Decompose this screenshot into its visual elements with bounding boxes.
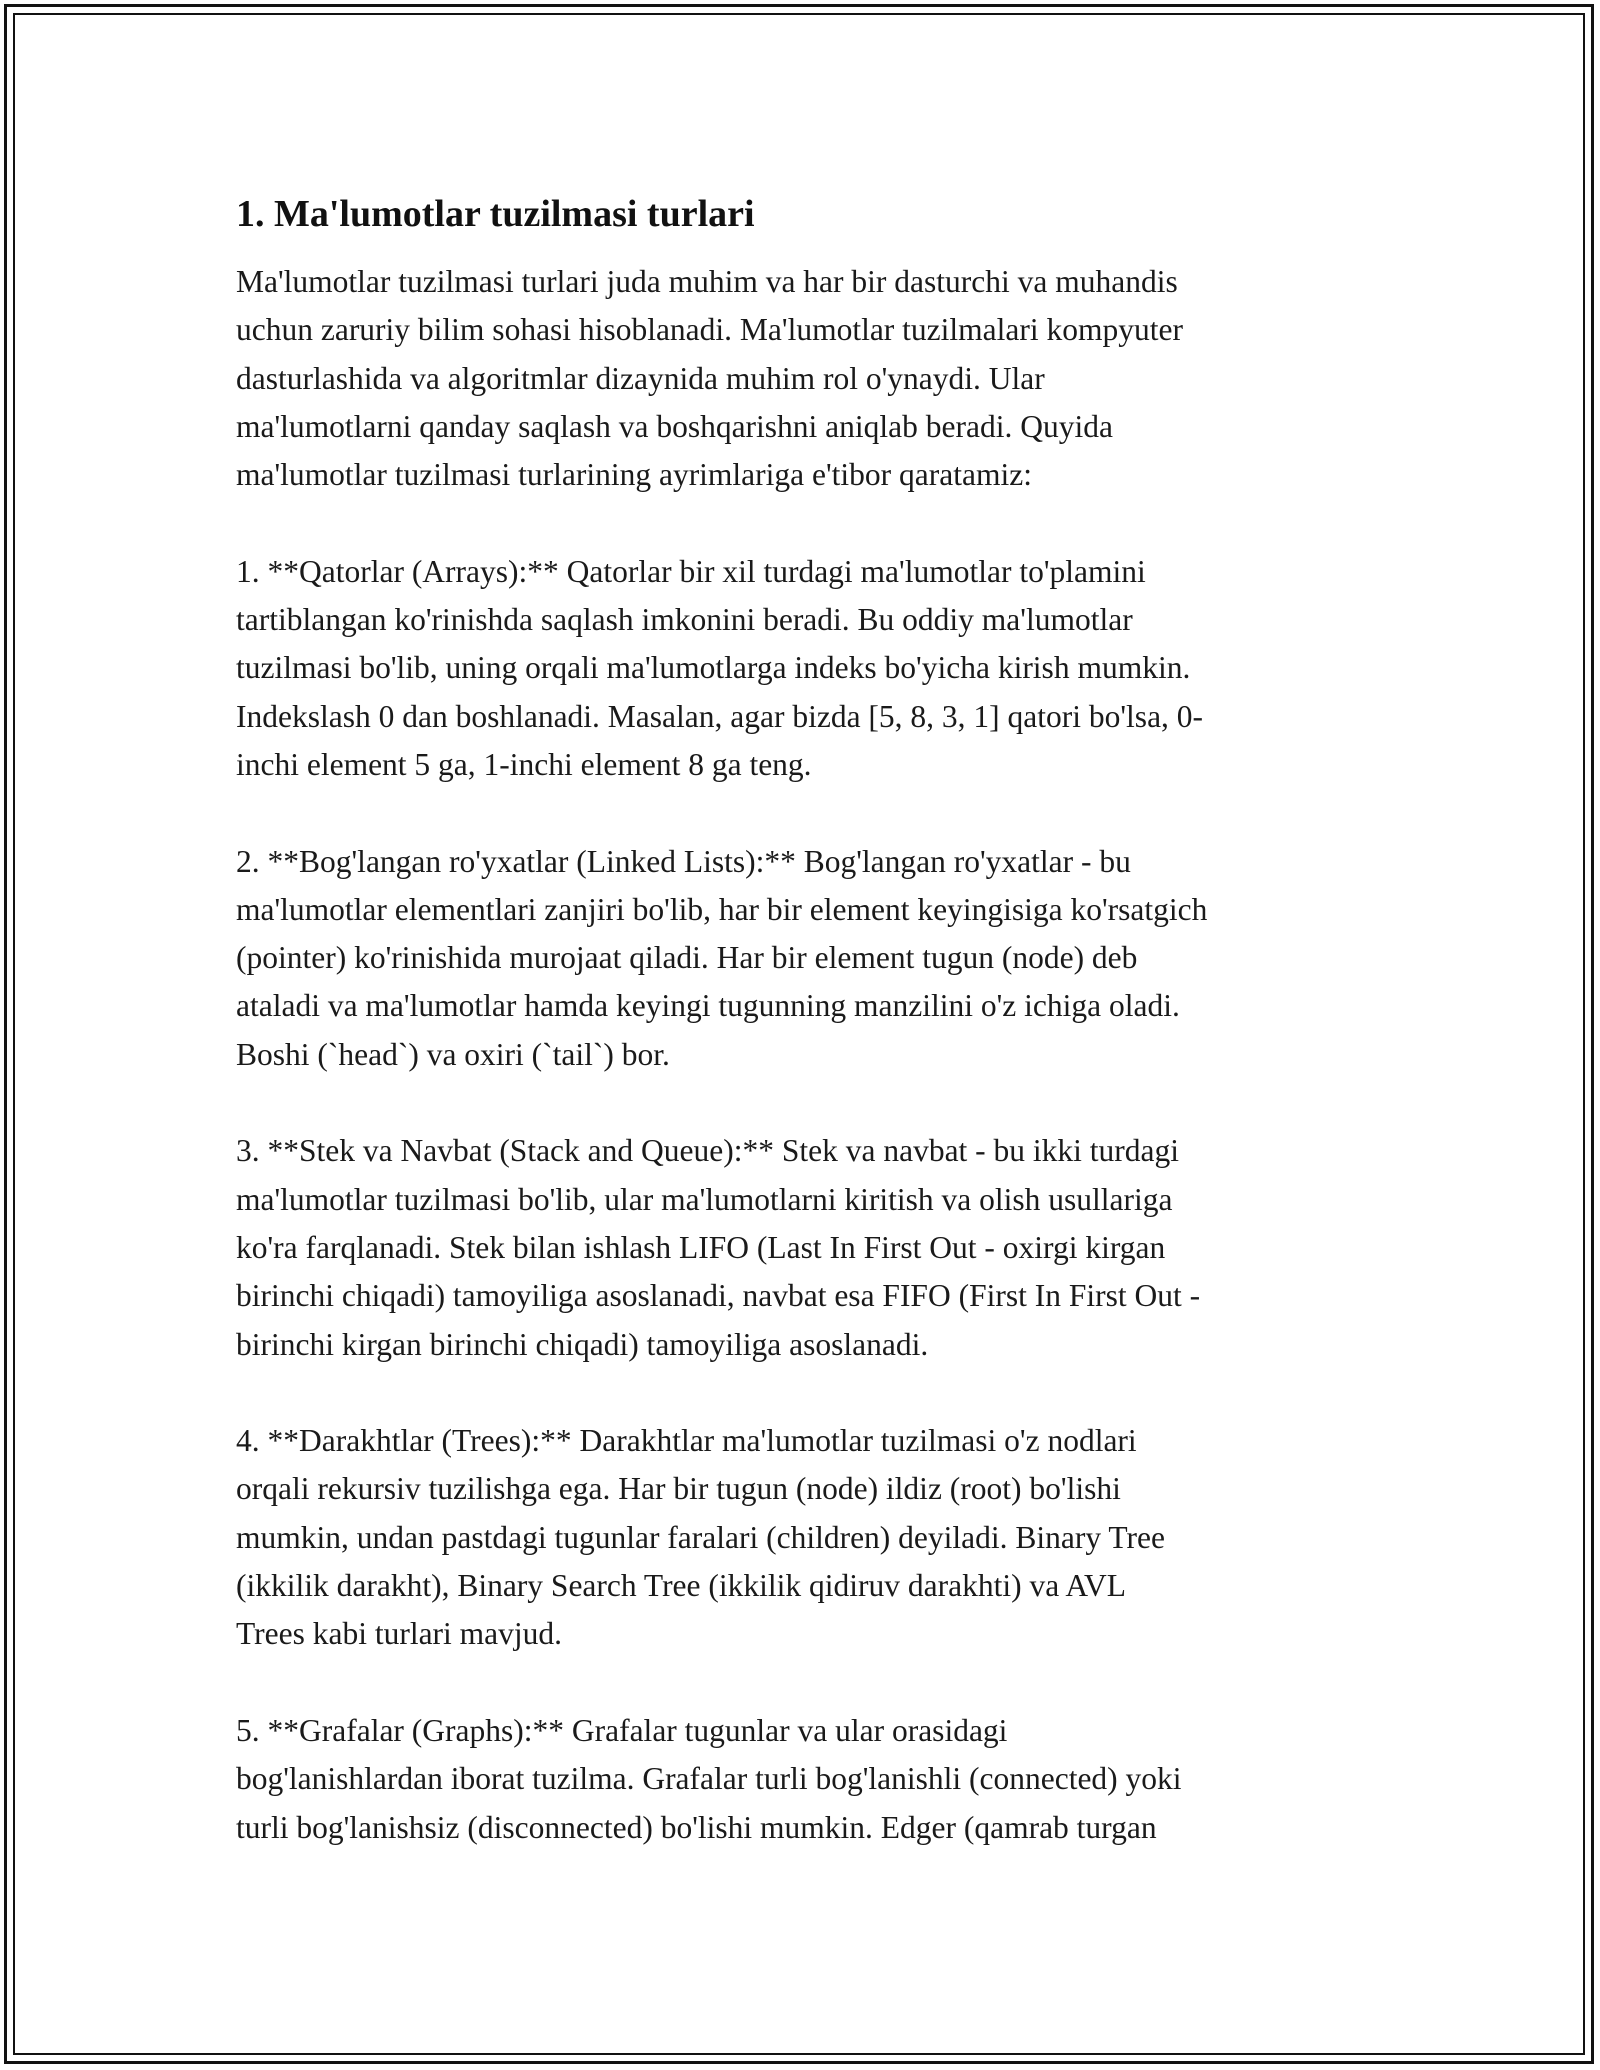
paragraph-graphs xyxy=(236,1707,1376,1852)
text-line: 5. **Grafalar (Graphs):** Grafalar tugunlar va ular orasidagi xyxy=(236,1712,1008,1748)
text-line: bog'lanishlardan iborat tuzilma. Grafalar turli bog'lanishli (connected) yoki xyxy=(236,1761,1182,1797)
text-line: tuzilmasi bo'lib, uning orqali ma'lumotlarga indeks bo'yicha kirish mumkin. xyxy=(236,650,1191,686)
text-line: inchi element 5 ga, 1-inchi element 8 ga teng. xyxy=(236,746,812,782)
document-body xyxy=(236,188,1376,1900)
text-line: ataladi va ma'lumotlar hamda keyingi tugunning manzilini o'z ichiga oladi. xyxy=(236,988,1180,1024)
text-line: ko'ra farqlanadi. Stek bilan ishlash LIFO (Last In First Out - oxirgi kirgan xyxy=(236,1229,1166,1265)
paragraph-stack-queue xyxy=(236,1127,1376,1368)
text-line: Boshi (`head`) va oxiri (`tail`) bor. xyxy=(236,1036,670,1072)
text-line: orqali rekursiv tuzilishga ega. Har bir tugun (node) ildiz (root) bo'lishi xyxy=(236,1471,1121,1507)
text-line: Indekslash 0 dan boshlanadi. Masalan, agar bizda [5, 8, 3, 1] qatori bo'lsa, 0- xyxy=(236,698,1204,734)
text-line: tartiblangan ko'rinishda saqlash imkonini beradi. Bu oddiy ma'lumotlar xyxy=(236,602,1133,638)
text-line: dasturlashida va algoritmlar dizaynida muhim rol o'ynaydi. Ular xyxy=(236,360,1045,396)
paragraph-arrays xyxy=(236,548,1376,789)
text-line: (ikkilik darakht), Binary Search Tree (ikkilik qidiruv darakhti) va AVL xyxy=(236,1568,1126,1604)
paragraph-intro xyxy=(236,258,1376,499)
text-line: mumkin, undan pastdagi tugunlar faralari (children) deyiladi. Binary Tree xyxy=(236,1519,1166,1555)
text-line: ma'lumotlar elementlari zanjiri bo'lib, har bir element keyingisiga ko'rsatgich xyxy=(236,891,1208,927)
paragraph-linked-lists xyxy=(236,838,1376,1079)
text-line: 2. **Bog'langan ro'yxatlar (Linked Lists):** Bog'langan ro'yxatlar - bu xyxy=(236,843,1131,879)
text-line: Trees kabi turlari mavjud. xyxy=(236,1616,563,1652)
text-line: ma'lumotlar tuzilmasi bo'lib, ular ma'lumotlarni kiritish va olish usullariga xyxy=(236,1181,1173,1217)
text-line: (pointer) ko'rinishida murojaat qiladi. Har bir element tugun (node) deb xyxy=(236,940,1138,976)
paragraph-trees xyxy=(236,1417,1376,1658)
text-line: birinchi kirgan birinchi chiqadi) tamoyiliga asoslanadi. xyxy=(236,1326,929,1362)
text-line: birinchi chiqadi) tamoyiliga asoslanadi, navbat esa FIFO (First In First Out - xyxy=(236,1278,1201,1314)
text-line: uchun zaruriy bilim sohasi hisoblanadi. Ma'lumotlar tuzilmalari kompyuter xyxy=(236,312,1183,348)
text-line: 4. **Darakhtlar (Trees):** Darakhtlar ma'lumotlar tuzilmasi o'z nodlari xyxy=(236,1423,1137,1459)
text-line: 1. **Qatorlar (Arrays):** Qatorlar bir xil turdagi ma'lumotlar to'plamini xyxy=(236,553,1146,589)
text-line: Ma'lumotlar tuzilmasi turlari juda muhim va har bir dasturchi va muhandis xyxy=(236,264,1178,299)
text-line: 3. **Stek va Navbat (Stack and Queue):** Stek va navbat - bu ikki turdagi xyxy=(236,1133,1180,1169)
document-title: 1. Ma'lumotlar tuzilmasi turlari xyxy=(236,193,755,235)
text-line: ma'lumotlar tuzilmasi turlarining ayrimlariga e'tibor qaratamiz: xyxy=(236,457,1032,493)
text-line: ma'lumotlarni qanday saqlash va boshqarishni aniqlab beradi. Quyida xyxy=(236,408,1113,444)
text-line: turli bog'lanishsiz (disconnected) bo'lishi mumkin. Edger (qamrab turgan xyxy=(236,1809,1157,1845)
